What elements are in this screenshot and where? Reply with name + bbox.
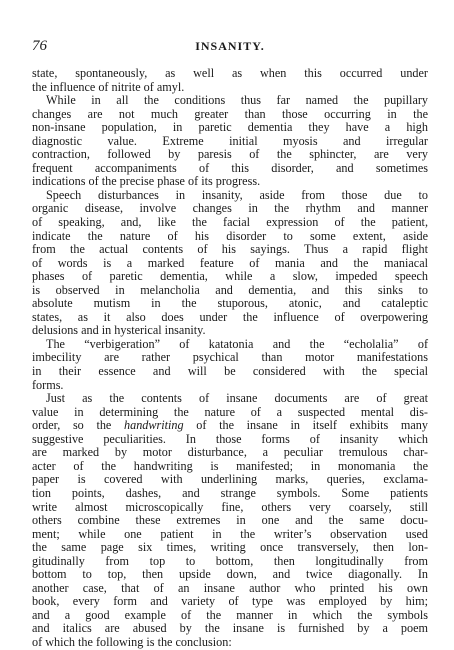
text-line: states, as it also does under the influence of overpowering [32, 309, 428, 324]
text-line: The “verbigeration” of katatonia and the “echolalia” of [46, 336, 428, 351]
book-page [32, 38, 428, 650]
text-line: from the actual contents of his sayings. Thus a rapid flight [32, 242, 428, 257]
text-line: of words is a marked feature of mania and the maniacal [32, 255, 428, 270]
text-line: the influence of nitrite of amyl. [32, 79, 185, 94]
text-line: the same page six times, writing once transversely, then lon- [32, 540, 428, 555]
text-line: and a good example of the manner in which the symbols [32, 607, 428, 622]
page-number: 76 [32, 38, 47, 54]
text-line [32, 419, 428, 433]
text-line: tion points, dashes, and strange symbols. Some patients [32, 485, 428, 500]
text-line: gitudinally from top to bottom, then longitudinally from [32, 553, 428, 568]
text-line: ment; while one patient in the writer’s observation used [32, 526, 428, 541]
text-line: indicate the nature of his disorder to some extent, aside [32, 228, 428, 243]
text-line: and italics are abused by the insane is furnished by a poem [32, 621, 428, 636]
text-line: delusions and in hysterical insanity. [32, 323, 206, 338]
text-line: organic disease, involve changes in the rhythm and manner [32, 201, 428, 216]
text-line: contraction, followed by paresis of the sphincter, are very [32, 147, 428, 162]
text-line: forms. [32, 377, 64, 392]
running-head: INSANITY. [195, 39, 265, 53]
text-line: are marked by motor disturbance, a peculiar tremulous char- [32, 445, 428, 460]
text-line: indications of the precise phase of its progress. [32, 174, 261, 189]
text-segment: of the insane in itself exhibits many [183, 418, 428, 433]
text-line: non-insane population, in paretic dementia they have a high [32, 120, 428, 135]
text-line: in their essence and will be considered with the special [32, 364, 428, 379]
text-line: book, every form and variety of type was employed by him; [32, 594, 428, 609]
text-line: value in determining the nature of a suspected mental dis- [32, 404, 428, 419]
text-line: suggestive peculiarities. In those forms of insanity which [32, 431, 428, 446]
text-line: paper is covered with underlining marks, queries, exclama- [32, 472, 428, 487]
text-line: Speech disturbances in insanity, aside from those due to [46, 187, 428, 202]
text-line: diagnostic value. Extreme initial myosis and irregular [32, 133, 428, 148]
text-line: bottom to top, then upside down, and twice diagonally. In [32, 567, 428, 582]
text-line: state, spontaneously, as well as when this occurred under [32, 66, 428, 80]
text-line: acter of the handwriting is manifested; in monomania the [32, 458, 428, 473]
text-line: changes are not much greater than those occurring in the [32, 106, 428, 121]
text-line: absolute mutism in the stuporous, atonic, and cataleptic [32, 296, 428, 311]
text-segment: order, so the [32, 418, 125, 433]
text-line: others combine these extremes in one and the same docu- [32, 513, 428, 528]
italic-word: handwriting [124, 418, 184, 433]
body-text [32, 67, 428, 650]
text-line: frequent accompaniments of this disorder, and sometimes [32, 160, 428, 175]
text-line: of speaking, and, like the facial expression of the patient, [32, 215, 428, 230]
text-line: is observed in melancholia and dementia, and this sinks to [32, 282, 428, 297]
text-line: phases of paretic dementia, while a slow, impeded speech [32, 269, 428, 284]
text-line: imbecility are rather psychical than motor manifestations [32, 350, 428, 365]
page-header [32, 38, 428, 62]
text-line: While in all the conditions thus far named the pupillary [46, 93, 428, 108]
text-line: of which the following is the conclusion: [32, 634, 232, 649]
text-line: write almost microscopically fine, others very coarsely, still [32, 499, 428, 514]
text-line: Just as the contents of insane documents are of great [46, 391, 428, 406]
text-line: another case, that of an insane author who printed his own [32, 580, 428, 595]
